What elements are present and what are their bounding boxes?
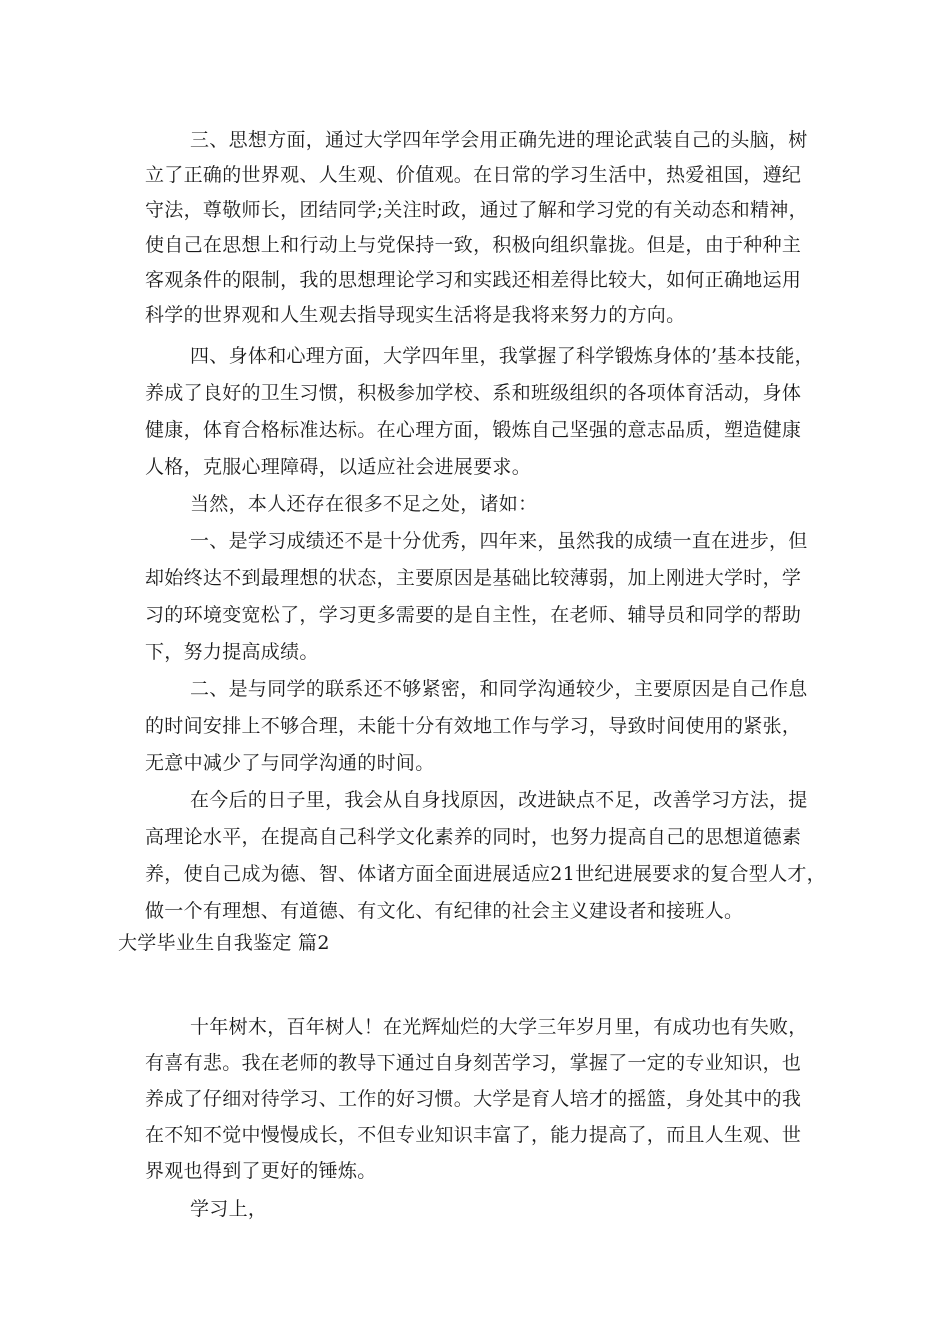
paragraph-line: 界观也得到了更好的锤炼。: [145, 1160, 377, 1182]
paragraph-line: 无意中减少了与同学沟通的时间。: [145, 752, 435, 774]
paragraph-line: 在今后的日子里，我会从自身找原因，改进缺点不足，改善学习方法，提: [190, 789, 808, 811]
paragraph-line: 守法，尊敬师长，团结同学;关注时政，通过了解和学习党的有关动态和精神，: [145, 199, 808, 221]
paragraph-line: 科学的世界观和人生观去指导现实生活将是我将来努力的方向。: [145, 304, 686, 326]
paragraph-line: 立了正确的世界观、人生观、价值观。在日常的学习生活中，热爱祖国，遵纪: [145, 164, 802, 186]
paragraph-line: 做一个有理想、有道德、有文化、有纪律的社会主义建设者和接班人。: [145, 900, 744, 922]
paragraph-line: 养，使自己成为德、智、体诸方面全面进展适应21世纪进展要求的复合型人才，: [145, 863, 826, 885]
paragraph-line: 有喜有悲。我在老师的教导下通过自身刻苦学习，掌握了一定的专业知识，也: [145, 1052, 802, 1074]
paragraph-line: 养成了良好的卫生习惯，积极参加学校、系和班级组织的各项体育活动，身体: [145, 382, 802, 404]
paragraph-line: 的时间安排上不够合理，未能十分有效地工作与学习，导致时间使用的紧张，: [145, 715, 802, 737]
paragraph-line: 养成了仔细对待学习、工作的好习惯。大学是育人培才的摇篮，身处其中的我: [145, 1088, 802, 1110]
paragraph-line: 学习上，: [190, 1198, 268, 1220]
paragraph-line: 高理论水平，在提高自己科学文化素养的同时，也努力提高自己的思想道德素: [145, 826, 802, 848]
paragraph-line: 人格，克服心理障碍，以适应社会进展要求。: [145, 456, 532, 478]
paragraph-line: 二、是与同学的联系还不够紧密，和同学沟通较少，主要原因是自己作息: [190, 678, 808, 700]
paragraph-line: 习的环境变宽松了，学习更多需要的是自主性，在老师、辅导员和同学的帮助: [145, 604, 802, 626]
section-heading: 大学毕业生自我鉴定 篇2: [118, 932, 330, 954]
paragraph-line: 下，努力提高成绩。: [145, 641, 319, 663]
paragraph-line: 在不知不觉中慢慢成长，不但专业知识丰富了，能力提高了，而且人生观、世: [145, 1124, 802, 1146]
paragraph-line: 一、是学习成绩还不是十分优秀，四年来，虽然我的成绩一直在进步，但: [190, 530, 808, 552]
paragraph-line: 使自己在思想上和行动上与党保持一致，积极向组织靠拢。但是，由于种种主: [145, 234, 802, 256]
paragraph-line: 十年树木，百年树人！在光辉灿烂的大学三年岁月里，有成功也有失败，: [190, 1016, 808, 1038]
paragraph-line: 三、思想方面，通过大学四年学会用正确先进的理论武装自己的头脑，树: [190, 129, 808, 151]
paragraph-line: 客观条件的限制，我的思想理论学习和实践还相差得比较大，如何正确地运用: [145, 269, 802, 291]
paragraph-line: 健康，体育合格标准达标。在心理方面，锻炼自己坚强的意志品质，塑造健康: [145, 419, 802, 441]
paragraph-line: 当然，本人还存在很多不足之处，诸如：: [190, 493, 538, 515]
paragraph-line: 四、身体和心理方面，大学四年里，我掌握了科学锻炼身体的’基本技能，: [190, 345, 814, 367]
paragraph-line: 却始终达不到最理想的状态，主要原因是基础比较薄弱，加上刚进大学时，学: [145, 567, 802, 589]
